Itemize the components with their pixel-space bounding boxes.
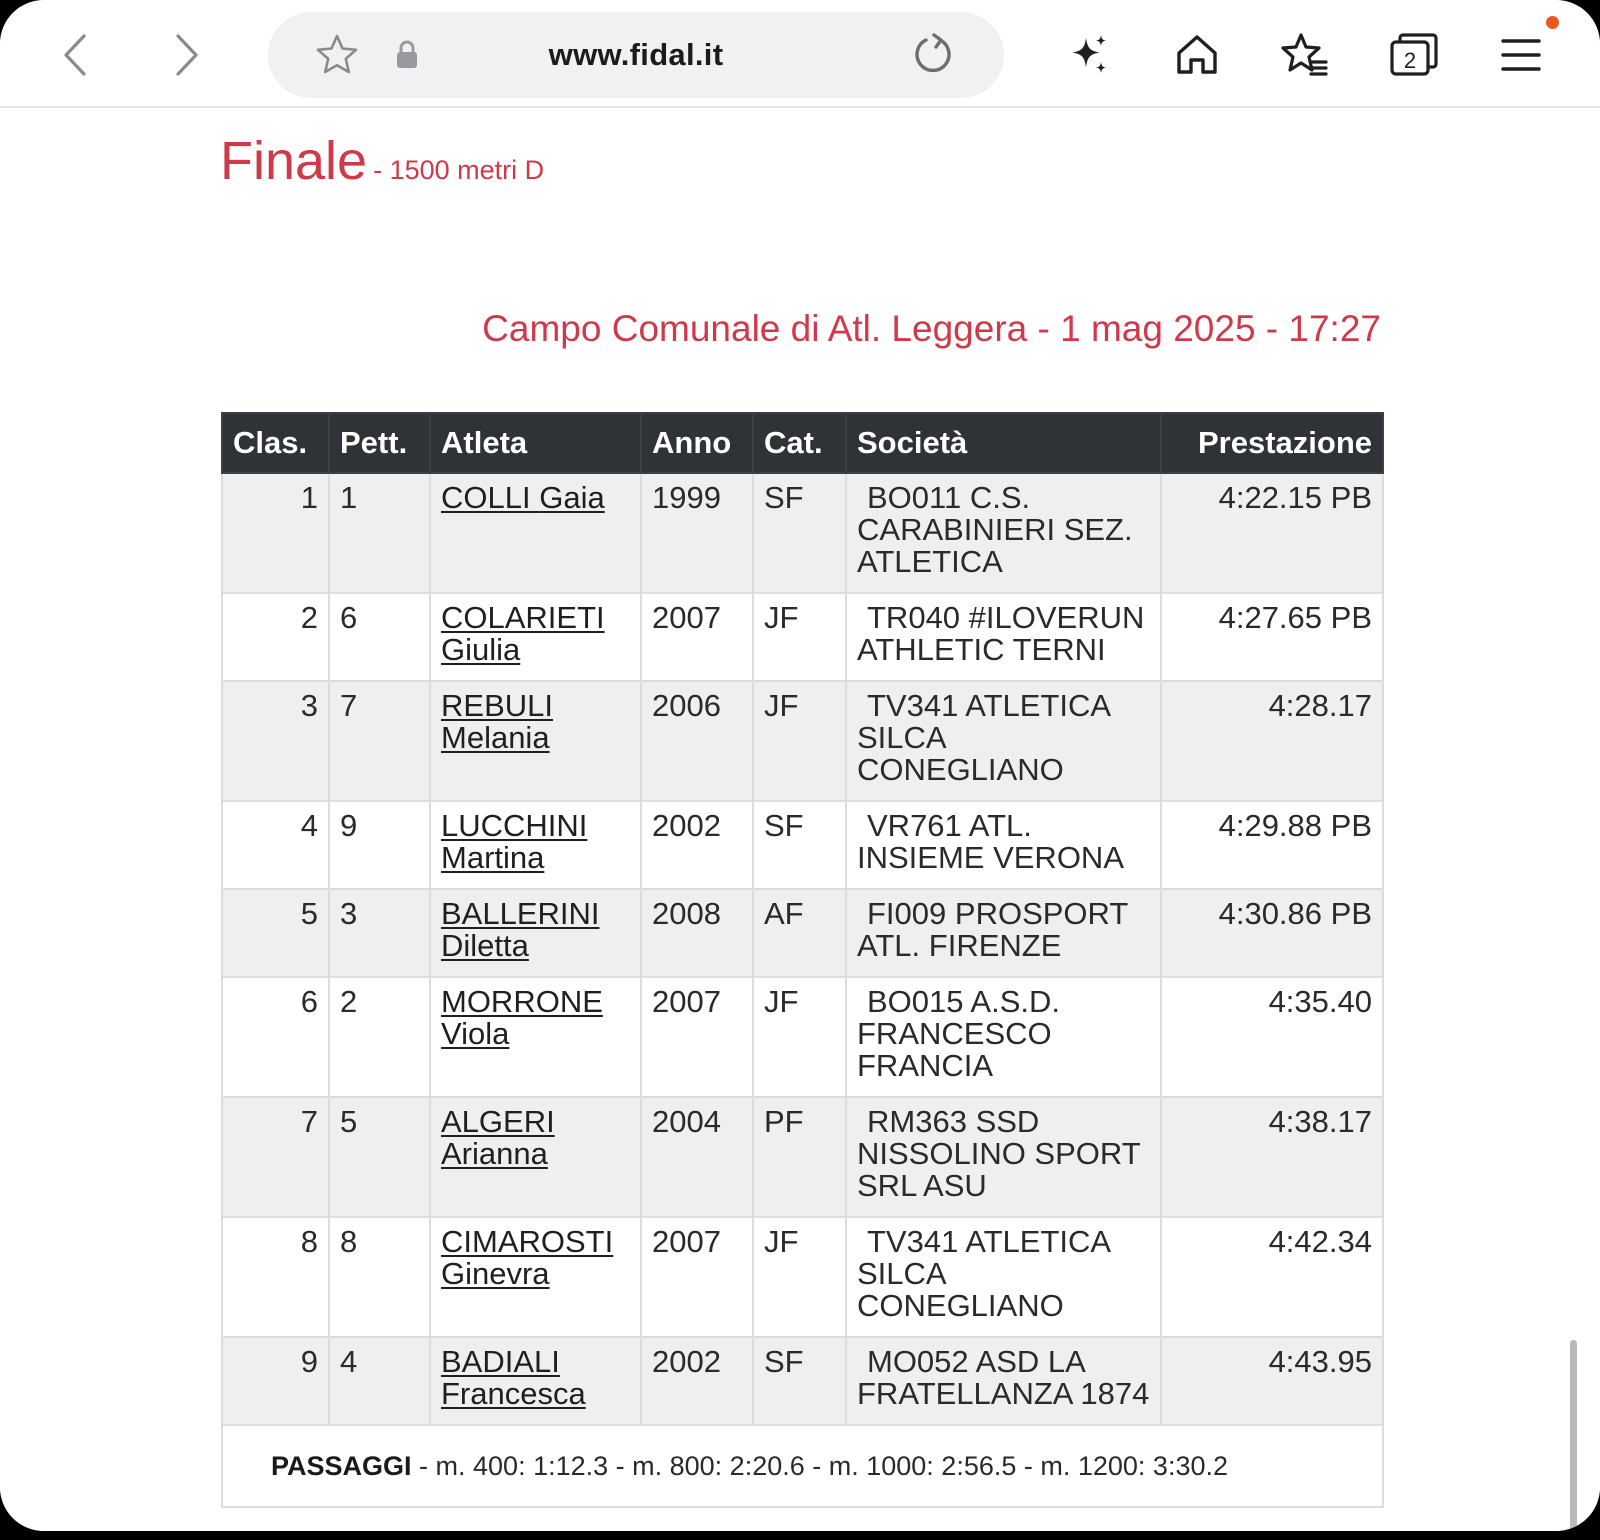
menu-icon[interactable]: [1494, 28, 1548, 82]
reload-icon[interactable]: [910, 32, 956, 78]
passaggi-label: PASSAGGI: [271, 1451, 412, 1481]
societa-code: BO015: [867, 984, 964, 1019]
athlete-link[interactable]: [441, 600, 605, 667]
cell-pett: 6: [329, 593, 430, 681]
cell-prestazione: 4:38.17: [1161, 1097, 1383, 1217]
cell-prestazione: 4:30.86 PB: [1161, 889, 1383, 977]
cell-anno: 2002: [641, 801, 753, 889]
cell-clas: 4: [222, 801, 329, 889]
cell-anno: 2004: [641, 1097, 753, 1217]
athlete-surname: CIMAROSTI: [441, 1224, 614, 1259]
cell-atleta: [430, 1217, 641, 1337]
cell-cat: JF: [753, 977, 846, 1097]
athlete-name: Ginevra: [441, 1256, 550, 1291]
cell-societa: [846, 473, 1161, 593]
passaggi-row: [222, 1425, 1383, 1507]
cell-cat: SF: [753, 801, 846, 889]
societa-line-1: A.S.D.: [970, 984, 1061, 1019]
col-header-anno: Anno: [641, 413, 753, 473]
societa-code: VR761: [867, 808, 962, 843]
athlete-link[interactable]: [441, 984, 603, 1051]
cell-pett: 4: [329, 1337, 430, 1425]
cell-atleta: [430, 977, 641, 1097]
cell-anno: 1999: [641, 473, 753, 593]
athlete-link[interactable]: [441, 896, 600, 963]
athlete-name: Gaia: [539, 480, 605, 515]
cell-clas: 5: [222, 889, 329, 977]
societa-line-2: FRANCESCO: [857, 1016, 1052, 1051]
societa-line-1: ASD LA: [975, 1344, 1086, 1379]
cell-anno: 2007: [641, 1217, 753, 1337]
cell-pett: 7: [329, 681, 430, 801]
home-icon[interactable]: [1170, 28, 1224, 82]
passaggi-splits: - m. 400: 1:12.3 - m. 800: 2:20.6 - m. 1000: 2:56.5 - m. 1200: 3:30.2: [411, 1451, 1228, 1481]
cell-prestazione: 4:28.17: [1161, 681, 1383, 801]
cell-pett: 8: [329, 1217, 430, 1337]
cell-pett: 5: [329, 1097, 430, 1217]
cell-pett: 9: [329, 801, 430, 889]
cell-atleta: [430, 1097, 641, 1217]
societa-line-3: FRANCIA: [857, 1048, 994, 1083]
athlete-link[interactable]: [441, 1344, 586, 1411]
table-row: [222, 681, 1383, 801]
col-header-cat: Cat.: [753, 413, 846, 473]
athlete-link[interactable]: [441, 480, 605, 515]
col-header-atleta: Atleta: [430, 413, 641, 473]
athlete-name: Martina: [441, 840, 545, 875]
societa-code: RM363: [867, 1104, 967, 1139]
cell-clas: 9: [222, 1337, 329, 1425]
cell-prestazione: 4:42.34: [1161, 1217, 1383, 1337]
societa-line-1: ATLETICA: [965, 688, 1112, 723]
cell-atleta: [430, 473, 641, 593]
col-header-clas: Clas.: [222, 413, 329, 473]
col-header-prestazione: Prestazione: [1161, 413, 1383, 473]
cell-societa: [846, 1337, 1161, 1425]
cell-atleta: [430, 801, 641, 889]
cell-societa: [846, 1097, 1161, 1217]
cell-atleta: [430, 1337, 641, 1425]
cell-societa: [846, 681, 1161, 801]
athlete-name: Melania: [441, 720, 550, 755]
back-icon[interactable]: [48, 28, 102, 82]
cell-pett: 2: [329, 977, 430, 1097]
athlete-link[interactable]: [441, 1224, 613, 1291]
cell-anno: 2007: [641, 977, 753, 1097]
cell-cat: AF: [753, 889, 846, 977]
cell-anno: 2008: [641, 889, 753, 977]
table-row: [222, 1097, 1383, 1217]
athlete-surname: MORRONE: [441, 984, 603, 1019]
table-row: [222, 889, 1383, 977]
table-row: [222, 473, 1383, 593]
cell-pett: 3: [329, 889, 430, 977]
sparkle-icon[interactable]: [1062, 28, 1116, 82]
cell-clas: 7: [222, 1097, 329, 1217]
athlete-name: Giulia: [441, 632, 521, 667]
cell-societa: [846, 801, 1161, 889]
athlete-surname: BADIALI: [441, 1344, 560, 1379]
athlete-name: Diletta: [441, 928, 529, 963]
cell-cat: PF: [753, 1097, 846, 1217]
results-table: [221, 412, 1384, 1508]
athlete-name: Francesca: [441, 1376, 586, 1411]
societa-code: TV341: [867, 688, 959, 723]
athlete-name: Arianna: [441, 1136, 548, 1171]
societa-line-3: SRL ASU: [857, 1168, 987, 1203]
cell-prestazione: 4:29.88 PB: [1161, 801, 1383, 889]
page-content: [0, 108, 1600, 1531]
athlete-surname: COLARIETI: [441, 600, 605, 635]
table-row: [222, 801, 1383, 889]
scrollbar[interactable]: [1570, 1340, 1577, 1531]
venue-line: Campo Comunale di Atl. Leggera - 1 mag 2025 - 17:27: [482, 308, 1381, 349]
athlete-name: Viola: [441, 1016, 510, 1051]
col-header-pett: Pett.: [329, 413, 430, 473]
societa-line-2: NISSOLINO SPORT: [857, 1136, 1141, 1171]
societa-line-1: C.S.: [969, 480, 1031, 515]
address-bar[interactable]: [268, 12, 1004, 98]
societa-code: TR040: [867, 600, 961, 635]
page-title: Finale: [220, 131, 368, 191]
societa-line-2: CARABINIERI SEZ.: [857, 512, 1133, 547]
url-text[interactable]: www.fidal.it: [548, 37, 724, 72]
table-row: [222, 1217, 1383, 1337]
cell-cat: SF: [753, 1337, 846, 1425]
societa-line-2: FRATELLANZA 1874: [857, 1376, 1150, 1411]
cell-prestazione: 4:27.65 PB: [1161, 593, 1383, 681]
passaggi-cell: [222, 1425, 1383, 1507]
societa-line-2: ATHLETIC TERNI: [857, 632, 1106, 667]
athlete-link[interactable]: [441, 1104, 555, 1171]
cell-societa: [846, 593, 1161, 681]
athlete-surname: BALLERINI: [441, 896, 600, 931]
cell-atleta: [430, 889, 641, 977]
table-row: [222, 593, 1383, 681]
societa-line-1: ATLETICA: [965, 1224, 1112, 1259]
cell-prestazione: 4:43.95: [1161, 1337, 1383, 1425]
cell-clas: 3: [222, 681, 329, 801]
societa-line-1: #ILOVERUN: [968, 600, 1145, 635]
bookmarks-list-icon[interactable]: [1278, 28, 1332, 82]
athlete-surname: LUCCHINI: [441, 808, 588, 843]
societa-line-2: SILCA: [857, 720, 947, 755]
cell-pett: 1: [329, 473, 430, 593]
societa-line-1: PROSPORT: [954, 896, 1129, 931]
cell-societa: [846, 889, 1161, 977]
athlete-link[interactable]: [441, 808, 587, 875]
cell-societa: [846, 1217, 1161, 1337]
cell-anno: 2007: [641, 593, 753, 681]
table-row: [222, 977, 1383, 1097]
societa-code: BO011: [867, 480, 962, 515]
athlete-link[interactable]: [441, 688, 553, 755]
cell-cat: SF: [753, 473, 846, 593]
athlete-surname: ALGERI: [441, 1104, 555, 1139]
societa-line-2: SILCA: [857, 1256, 947, 1291]
cell-anno: 2006: [641, 681, 753, 801]
cell-prestazione: 4:22.15 PB: [1161, 473, 1383, 593]
forward-icon[interactable]: [160, 28, 214, 82]
societa-line-3: CONEGLIANO: [857, 1288, 1064, 1323]
societa-code: FI009: [867, 896, 947, 931]
cell-clas: 8: [222, 1217, 329, 1337]
page-subtitle: - 1500 metri D: [373, 155, 545, 185]
cell-clas: 1: [222, 473, 329, 593]
browser-toolbar: [0, 0, 1600, 108]
athlete-surname: REBULI: [441, 688, 553, 723]
societa-code: TV341: [867, 1224, 959, 1259]
page-heading: [220, 130, 544, 192]
cell-clas: 6: [222, 977, 329, 1097]
cell-prestazione: 4:35.40: [1161, 977, 1383, 1097]
cell-anno: 2002: [641, 1337, 753, 1425]
societa-line-1: SSD: [975, 1104, 1040, 1139]
notification-dot: [1546, 16, 1559, 29]
cell-atleta: [430, 593, 641, 681]
cell-cat: JF: [753, 593, 846, 681]
societa-code: MO052: [867, 1344, 969, 1379]
col-header-societa: Società: [846, 413, 1161, 473]
societa-line-3: ATLETICA: [857, 544, 1003, 579]
cell-cat: JF: [753, 1217, 846, 1337]
cell-clas: 2: [222, 593, 329, 681]
cell-atleta: [430, 681, 641, 801]
societa-line-1: ATL.: [968, 808, 1032, 843]
tabs-icon[interactable]: [1387, 28, 1441, 82]
athlete-surname: COLLI: [441, 480, 531, 515]
table-header-row: [222, 413, 1383, 473]
cell-cat: JF: [753, 681, 846, 801]
tab-count: 2: [1403, 48, 1417, 73]
cell-societa: [846, 977, 1161, 1097]
societa-line-2: ATL. FIRENZE: [857, 928, 1062, 963]
societa-line-2: INSIEME VERONA: [857, 840, 1124, 875]
table-row: [222, 1337, 1383, 1425]
societa-line-3: CONEGLIANO: [857, 752, 1064, 787]
